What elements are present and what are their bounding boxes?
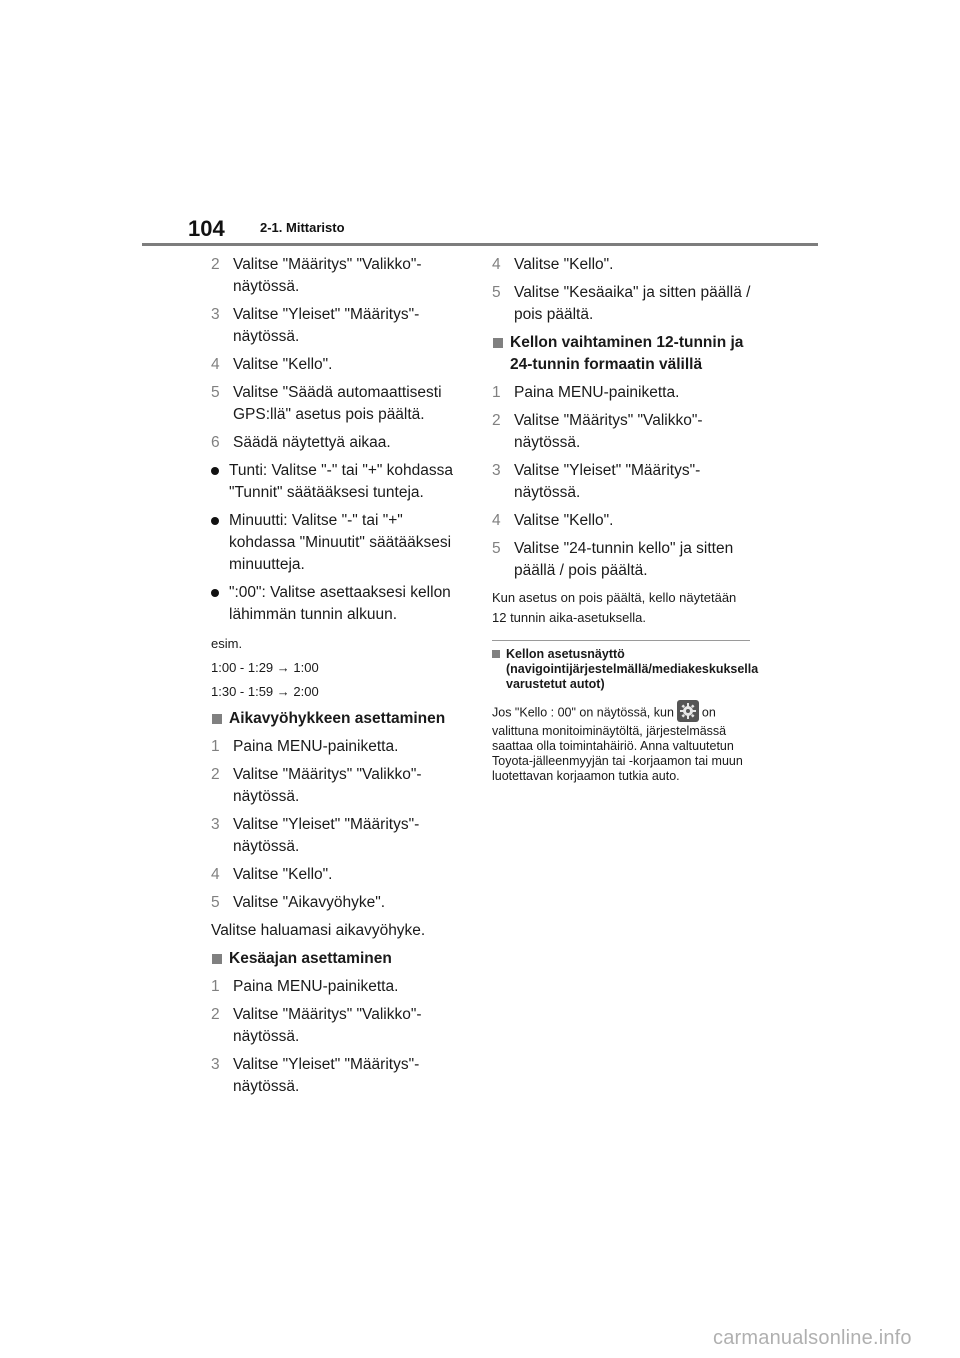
step bbox=[492, 460, 754, 504]
bullet-item bbox=[211, 510, 471, 576]
step bbox=[211, 764, 471, 808]
step-number: 3 bbox=[211, 1056, 220, 1073]
step-number: 5 bbox=[492, 540, 501, 557]
step-number: 2 bbox=[492, 412, 501, 429]
example-line: 1:00 - 1:29 → 1:00 bbox=[211, 660, 319, 675]
step-text: Paina MENU-painiketta. bbox=[233, 978, 399, 995]
step-text: Valitse "Määritys" "Valikko"-näytössä. bbox=[514, 412, 703, 451]
step-number: 4 bbox=[492, 512, 501, 529]
step bbox=[211, 892, 471, 914]
step-number: 4 bbox=[492, 256, 501, 273]
step-number: 4 bbox=[211, 866, 220, 883]
step bbox=[492, 410, 754, 454]
step-text: Paina MENU-painiketta. bbox=[233, 738, 399, 755]
step-text: Valitse "Säädä automaattisesti GPS:llä" asetus pois päältä. bbox=[233, 384, 442, 423]
note-body bbox=[492, 702, 754, 784]
note-heading bbox=[492, 647, 759, 692]
step-text: Valitse "Kello". bbox=[233, 866, 333, 883]
bullet-text: ":00": Valitse asettaaksesi kellon lähimmän tunnin alkuun. bbox=[229, 584, 451, 623]
step bbox=[492, 282, 754, 326]
step-number: 6 bbox=[211, 434, 220, 451]
bullet-item bbox=[211, 460, 471, 504]
step-text: Valitse "Yleiset" "Määritys"-näytössä. bbox=[233, 816, 420, 855]
step-text: Säädä näytettyä aikaa. bbox=[233, 434, 391, 451]
bullet-dot bbox=[211, 589, 219, 597]
step bbox=[211, 382, 471, 426]
step-number: 3 bbox=[211, 306, 220, 323]
note-heading-text: Kellon asetusnäyttö (navigointijärjestelmällä/mediakeskuksella varustetut autot) bbox=[506, 647, 759, 691]
heading-text: Aikavyöhykkeen asettaminen bbox=[229, 710, 446, 727]
heading-text: Kellon vaihtaminen 12-tunnin ja 24-tunnin formaatin välillä bbox=[510, 334, 744, 373]
step bbox=[492, 538, 754, 582]
step bbox=[492, 254, 754, 276]
step-number: 1 bbox=[211, 738, 220, 755]
left-column bbox=[211, 254, 471, 1104]
step-text: Valitse "Yleiset" "Määritys"-näytössä. bbox=[233, 1056, 420, 1095]
watermark: carmanualsonline.info bbox=[713, 1327, 912, 1349]
format-note: Kun asetus on pois päältä, kello näytetään 12 tunnin aika-asetuksella. bbox=[492, 590, 737, 625]
step bbox=[211, 254, 471, 298]
step bbox=[211, 1054, 471, 1098]
step-text: Paina MENU-painiketta. bbox=[514, 384, 680, 401]
heading-text: Kesäajan asettaminen bbox=[229, 950, 392, 967]
step-text: Valitse "Määritys" "Valikko"-näytössä. bbox=[233, 766, 422, 805]
step bbox=[211, 304, 471, 348]
example-line: 1:30 - 1:59 → 2:00 bbox=[211, 684, 319, 699]
step-number: 1 bbox=[492, 384, 501, 401]
section-heading bbox=[211, 948, 471, 970]
step-number: 1 bbox=[211, 978, 220, 995]
page-header bbox=[142, 208, 818, 248]
step-text: Valitse "Kesäaika" ja sitten päällä / pois päältä. bbox=[514, 284, 751, 323]
step bbox=[492, 382, 754, 404]
step-number: 5 bbox=[211, 894, 220, 911]
step-number: 3 bbox=[211, 816, 220, 833]
step-text: Valitse "Yleiset" "Määritys"-näytössä. bbox=[233, 306, 420, 345]
header-rule bbox=[142, 243, 818, 246]
bullet-dot bbox=[211, 517, 219, 525]
step bbox=[211, 354, 471, 376]
gear-icon bbox=[677, 700, 699, 722]
bullet-item bbox=[211, 582, 471, 626]
note-divider bbox=[492, 640, 750, 641]
step-text: Valitse "Määritys" "Valikko"-näytössä. bbox=[233, 1006, 422, 1045]
step-text: Valitse "24-tunnin kello" ja sitten päällä / pois päältä. bbox=[514, 540, 734, 579]
page-number: 104 bbox=[188, 216, 225, 241]
heading-marker bbox=[212, 954, 222, 964]
step-number: 5 bbox=[211, 384, 220, 401]
step-number: 3 bbox=[492, 462, 501, 479]
step-text: Valitse "Kello". bbox=[514, 256, 614, 273]
example-label: esim. bbox=[211, 636, 243, 651]
heading-marker bbox=[212, 714, 222, 724]
step-number: 2 bbox=[211, 1006, 220, 1023]
note-text: on valittuna monitoiminäytöltä, järjestelmässä saattaa olla toimintahäiriö. Anna valtuutetun Toyota-jälleenmyyjän tai -korjaamon tai muun luotettavan korjaamon tutkia auto. bbox=[492, 705, 743, 783]
step-text: Valitse "Kello". bbox=[514, 512, 614, 529]
step bbox=[211, 1004, 471, 1048]
heading-marker bbox=[492, 650, 500, 658]
step-text: Valitse "Yleiset" "Määritys"-näytössä. bbox=[514, 462, 701, 501]
bullet-dot bbox=[211, 467, 219, 475]
section-heading bbox=[492, 332, 754, 376]
step bbox=[211, 976, 471, 998]
step-text: Valitse "Määritys" "Valikko"-näytössä. bbox=[233, 256, 422, 295]
section-title: 2-1. Mittaristo bbox=[260, 220, 345, 235]
step-number: 2 bbox=[211, 766, 220, 783]
step-text: Valitse "Aikavyöhyke". bbox=[233, 894, 386, 911]
step-number: 5 bbox=[492, 284, 501, 301]
step bbox=[211, 864, 471, 886]
bullet-text: Tunti: Valitse "-" tai "+" kohdassa "Tunnit" säätääksesi tunteja. bbox=[229, 462, 454, 501]
right-column bbox=[492, 254, 759, 784]
paragraph: Valitse haluamasi aikavyöhyke. bbox=[211, 922, 426, 939]
step-number: 2 bbox=[211, 256, 220, 273]
step bbox=[492, 510, 754, 532]
bullet-text: Minuutti: Valitse "-" tai "+" kohdassa "Minuutit" säätääksesi minuutteja. bbox=[229, 512, 452, 573]
step-number: 4 bbox=[211, 356, 220, 373]
heading-marker bbox=[493, 338, 503, 348]
step-text: Valitse "Kello". bbox=[233, 356, 333, 373]
step bbox=[211, 432, 471, 454]
section-heading bbox=[211, 708, 471, 730]
step bbox=[211, 814, 471, 858]
step bbox=[211, 736, 471, 758]
note-text: Jos "Kello : 00" on näytössä, kun bbox=[492, 705, 674, 720]
